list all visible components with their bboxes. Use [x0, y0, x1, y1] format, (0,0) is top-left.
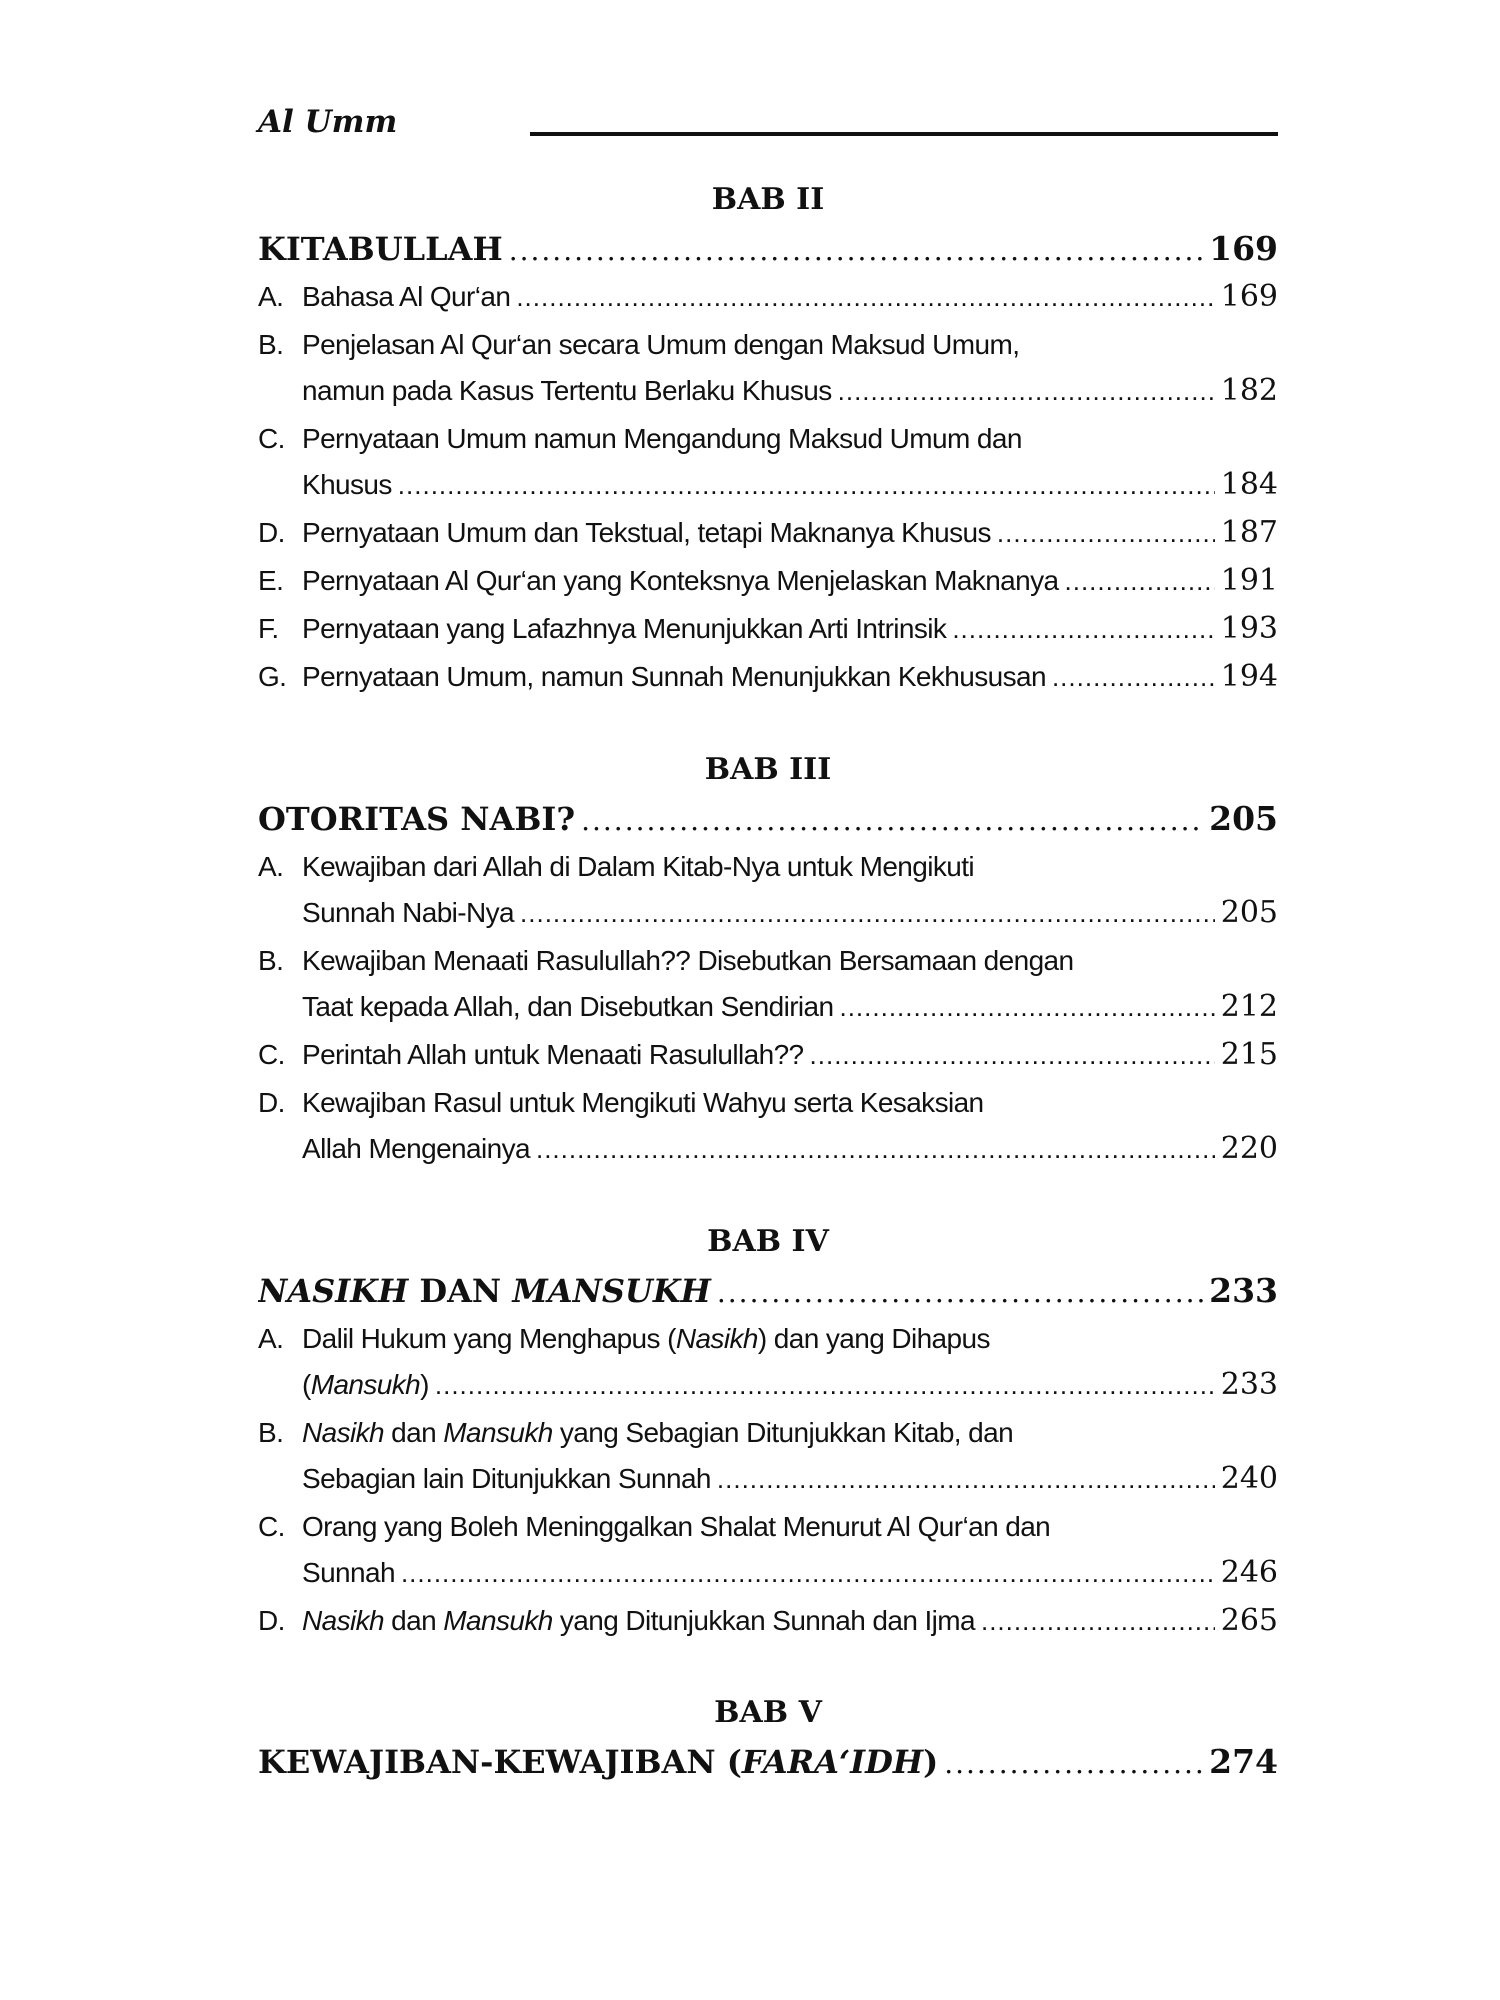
- page-number: 205: [1209, 799, 1278, 838]
- chapter-title: KEWAJIBAN-KEWAJIBAN (FARA‘IDH): [258, 1743, 939, 1781]
- chapter-title-row[interactable]: [258, 1739, 1278, 1785]
- entry-letter: A.: [258, 1323, 284, 1354]
- chapter-title-row[interactable]: [258, 1268, 1278, 1314]
- page-number: 169: [1220, 279, 1278, 314]
- entry-letter: C.: [258, 1511, 285, 1542]
- dot-leader: [435, 1362, 1215, 1408]
- entry-letter: D.: [258, 517, 285, 548]
- entry-letter: B.: [258, 945, 284, 976]
- toc-entry-a[interactable]: [258, 844, 1278, 936]
- page-number: 233: [1209, 1271, 1278, 1310]
- entry-letter: A.: [258, 281, 284, 312]
- chapter-title-row[interactable]: [258, 226, 1278, 272]
- page-number: 212: [1220, 989, 1278, 1024]
- toc-entry-c[interactable]: [258, 1032, 1278, 1078]
- entry-text-continued: Taat kepada Allah, dan Disebutkan Sendirian: [302, 991, 834, 1022]
- entry-text-continued: Sebagian lain Ditunjukkan Sunnah: [302, 1463, 711, 1494]
- entry-text: Nasikh dan Mansukh yang Ditunjukkan Sunnah dan Ijma: [302, 1605, 975, 1636]
- chapter-title: KITABULLAH: [258, 230, 503, 268]
- chapter-number: BAB II: [711, 182, 825, 217]
- page-number: 246: [1220, 1555, 1278, 1590]
- toc-entry-b[interactable]: [258, 938, 1278, 1030]
- entry-letter: G.: [258, 661, 287, 692]
- toc-entry-b[interactable]: [258, 1410, 1278, 1502]
- page-number: 193: [1220, 611, 1278, 646]
- entry-text: Dalil Hukum yang Menghapus (Nasikh) dan yang Dihapus: [302, 1323, 990, 1354]
- page-number: 182: [1220, 373, 1278, 408]
- dot-leader: [944, 1741, 1203, 1785]
- page-number: 191: [1220, 563, 1278, 598]
- entry-text-continued: Khusus: [302, 469, 392, 500]
- running-title: Al Umm: [258, 104, 398, 140]
- chapter-bab-5: [258, 1693, 1278, 1785]
- chapter-number: BAB V: [714, 1695, 822, 1730]
- chapter-number: BAB IV: [707, 1224, 829, 1259]
- chapter-bab-3: [258, 750, 1278, 1172]
- entry-text: Perintah Allah untuk Menaati Rasulullah??: [302, 1039, 804, 1070]
- entry-text-continued: (Mansukh): [302, 1369, 429, 1400]
- toc-entry-g[interactable]: [258, 654, 1278, 700]
- entry-text: Pernyataan Umum, namun Sunnah Menunjukkan Kekhususan: [302, 661, 1046, 692]
- chapter-title-row[interactable]: [258, 796, 1278, 842]
- entry-text: Pernyataan Umum namun Mengandung Maksud Umum dan: [302, 423, 1022, 454]
- entry-text-continued: namun pada Kasus Tertentu Berlaku Khusus: [302, 375, 832, 406]
- entry-letter: A.: [258, 851, 284, 882]
- toc-entry-c[interactable]: [258, 416, 1278, 508]
- page-number: 265: [1220, 1603, 1278, 1638]
- entry-text: Orang yang Boleh Meninggalkan Shalat Menurut Al Qur‘an dan: [302, 1511, 1051, 1542]
- entry-text: Pernyataan Al Qur‘an yang Konteksnya Menjelaskan Maknanya: [302, 565, 1059, 596]
- chapter-title: OTORITAS NABI?: [258, 800, 576, 838]
- toc-entry-e[interactable]: [258, 558, 1278, 604]
- entry-letter: E.: [258, 565, 284, 596]
- page-number: 233: [1220, 1367, 1278, 1402]
- entry-letter: B.: [258, 1417, 284, 1448]
- entry-text-continued: Sunnah: [302, 1557, 395, 1588]
- dot-leader: [516, 274, 1214, 320]
- dot-leader: [401, 1550, 1215, 1596]
- page-number: 240: [1220, 1461, 1278, 1496]
- toc-entry-d[interactable]: [258, 1080, 1278, 1172]
- title-term-faraidh: FARA‘IDH: [741, 1743, 924, 1781]
- page-number: 274: [1209, 1742, 1278, 1781]
- dot-leader: [717, 1270, 1203, 1314]
- entry-text: Nasikh dan Mansukh yang Sebagian Ditunjukkan Kitab, dan: [302, 1417, 1014, 1448]
- entry-text: Pernyataan yang Lafazhnya Menunjukkan Arti Intrinsik: [302, 613, 947, 644]
- entry-text: Penjelasan Al Qur‘an secara Umum dengan Maksud Umum,: [302, 329, 1020, 360]
- page-number: 194: [1220, 659, 1278, 694]
- entry-letter: B.: [258, 329, 284, 360]
- chapter-bab-2: [258, 180, 1278, 700]
- dot-leader: [520, 890, 1215, 936]
- entry-letter: C.: [258, 423, 285, 454]
- entry-text: Bahasa Al Qur‘an: [302, 281, 511, 312]
- dot-leader: [1065, 558, 1215, 604]
- dot-leader: [838, 368, 1215, 414]
- toc-entry-a[interactable]: [258, 1316, 1278, 1408]
- page-number: 184: [1220, 467, 1278, 502]
- entry-text: Kewajiban Rasul untuk Mengikuti Wahyu serta Kesaksian: [302, 1087, 984, 1118]
- entry-text-continued: Sunnah Nabi-Nya: [302, 897, 515, 928]
- toc-entry-c[interactable]: [258, 1504, 1278, 1596]
- page-number: 205: [1220, 895, 1278, 930]
- entry-text: Pernyataan Umum dan Tekstual, tetapi Maknanya Khusus: [302, 517, 991, 548]
- title-term-nasikh: NASIKH: [258, 1272, 409, 1310]
- dot-leader: [536, 1126, 1215, 1172]
- toc-entry-d[interactable]: [258, 1598, 1278, 1644]
- chapter-bab-4: [258, 1222, 1278, 1644]
- page-number: 220: [1220, 1131, 1278, 1166]
- entry-letter: C.: [258, 1039, 285, 1070]
- dot-leader: [581, 798, 1203, 842]
- dot-leader: [997, 510, 1215, 556]
- title-conjunction: DAN: [408, 1272, 513, 1310]
- dot-leader: [717, 1456, 1215, 1502]
- dot-leader: [509, 228, 1203, 272]
- entry-text: Kewajiban Menaati Rasulullah?? Disebutkan Bersamaan dengan: [302, 945, 1074, 976]
- chapter-number: BAB III: [704, 752, 832, 787]
- dot-leader: [1052, 654, 1215, 700]
- title-term-mansukh: MANSUKH: [512, 1272, 711, 1310]
- entry-text: Kewajiban dari Allah di Dalam Kitab-Nya untuk Mengikuti: [302, 851, 975, 882]
- header-rule: [530, 132, 1278, 136]
- dot-leader: [810, 1032, 1215, 1078]
- toc-entry-b[interactable]: [258, 322, 1278, 414]
- page-number: 215: [1220, 1037, 1278, 1072]
- toc-entry-a[interactable]: [258, 274, 1278, 320]
- toc-entry-d[interactable]: [258, 510, 1278, 556]
- dot-leader: [981, 1598, 1215, 1644]
- dot-leader: [398, 462, 1215, 508]
- dot-leader: [839, 984, 1214, 1030]
- dot-leader: [952, 606, 1214, 652]
- page-number: 187: [1220, 515, 1278, 550]
- page-number: 169: [1209, 229, 1278, 268]
- page-header: [258, 102, 1278, 142]
- chapter-title: [258, 1268, 711, 1314]
- toc-entry-f[interactable]: [258, 606, 1278, 652]
- entry-text-continued: Allah Mengenainya: [302, 1133, 530, 1164]
- entry-letter: D.: [258, 1605, 285, 1636]
- entry-letter: F.: [258, 613, 279, 644]
- entry-letter: D.: [258, 1087, 285, 1118]
